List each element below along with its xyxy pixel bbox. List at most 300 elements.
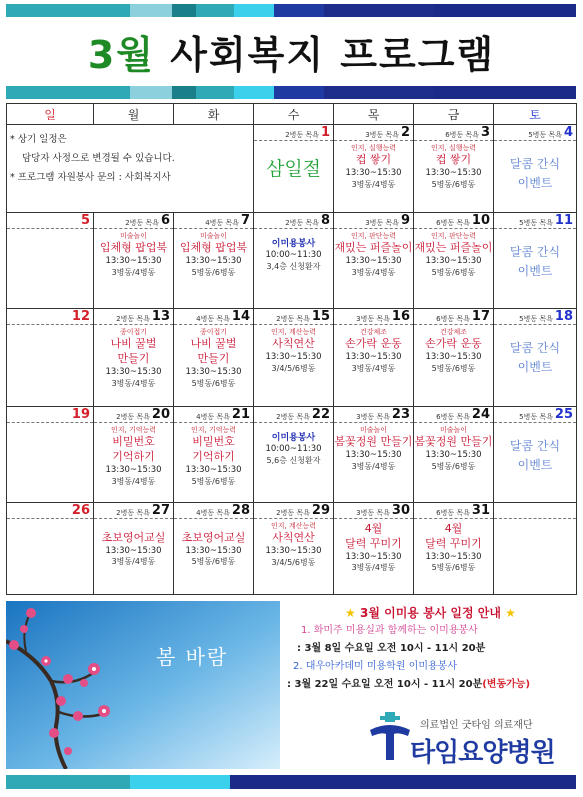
day-number: 7 [240, 213, 250, 228]
program-category: 종이접기 [199, 328, 228, 336]
spring-photo [6, 601, 280, 769]
program-name: 4월 [364, 522, 383, 535]
stripe-segment [130, 86, 172, 99]
program-time: 13:30~15:30 [345, 168, 402, 179]
day-number: 13 [151, 309, 170, 324]
program-category: 미술놀이 [199, 232, 228, 240]
snack-event-label: 달콤 간식 [509, 245, 561, 259]
snack-event-label: 달콤 간식 [509, 439, 561, 453]
program-category: 건강체조 [359, 328, 388, 336]
notice-item-2-time: : 3월 22일 수요일 오전 10시 - 11시 20분 [287, 679, 483, 690]
snack-event-label: 달콤 간식 [509, 341, 561, 355]
day-number: 12 [71, 309, 90, 324]
program-wards: 3병동/4병동 [351, 461, 396, 471]
day-number: 31 [471, 503, 490, 518]
note-line: * 프로그램 자원봉사 문의 : 사회복지사 [10, 172, 171, 183]
day-number: 25 [554, 407, 573, 422]
program-category: 인지, 실행능력 [430, 144, 477, 152]
day-content [334, 141, 413, 191]
notice-item-2-detail [283, 676, 578, 694]
notice-title-text: 3월 이미용 봉사 일정 안내 [360, 606, 501, 620]
bath-schedule-tag: 2병동 목욕 [276, 315, 310, 323]
day-header [334, 407, 413, 423]
program-category: 종이접기 [119, 328, 148, 336]
bath-schedule-tag: 6병동 목욕 [445, 131, 479, 139]
day-number: 22 [311, 407, 330, 422]
bath-schedule-tag: 2병동 목욕 [285, 219, 319, 227]
snack-event-label: 이벤트 [517, 457, 553, 472]
program-wards: 5병동/6병동 [431, 179, 476, 189]
program-time: 13:30~15:30 [265, 546, 322, 557]
day-header [334, 125, 413, 141]
bath-schedule-tag: 5병동 목욕 [519, 315, 553, 323]
bath-schedule-tag: 4병동 목욕 [196, 315, 230, 323]
program-time: 13:30~15:30 [425, 450, 482, 461]
day-cell [254, 503, 334, 595]
day-cell [494, 503, 577, 595]
program-name: 사칙연산 [272, 337, 315, 351]
program-name-line2: 달력 꾸미기 [425, 536, 482, 550]
hospital-name: 타임요양병원 [410, 738, 555, 768]
bath-schedule-tag: 3병동 목욕 [356, 413, 390, 421]
notice-item-2: 2. 대우아카데미 미용학원 이미용봉사 [293, 661, 457, 672]
stripe-segment [434, 86, 576, 99]
top-color-stripe [6, 4, 576, 17]
program-name: 나비 꿀벌 [190, 337, 237, 351]
day-cell [7, 407, 94, 503]
bath-schedule-tag: 6병동 목욕 [436, 315, 470, 323]
day-content [494, 325, 576, 376]
day-header [254, 213, 333, 229]
week-row [7, 309, 577, 407]
day-cell [334, 309, 414, 407]
program-wards: 5병동/6병동 [431, 363, 476, 373]
hospital-logo [368, 712, 412, 766]
day-cell [254, 309, 334, 407]
day-content [334, 229, 413, 279]
day-content [414, 423, 493, 473]
day-cell [494, 309, 577, 407]
program-wards: 3병동/4병동 [351, 267, 396, 277]
note-line: 담당자 사정으로 변경될 수 있습니다. [22, 153, 175, 164]
bath-schedule-tag: 2병동 목욕 [285, 131, 319, 139]
bath-schedule-tag: 3병동 목욕 [356, 509, 390, 517]
day-cell [414, 503, 494, 595]
program-time: 13:30~15:30 [345, 256, 402, 267]
program-name: 컵 쌓기 [355, 153, 392, 167]
notice-item-2-note: (변동가능) [482, 679, 531, 690]
day-content [494, 423, 576, 474]
program-name: 손가락 운동 [425, 337, 482, 351]
program-wards: 5병동/6병동 [191, 476, 236, 486]
weekday-5: 금 [414, 104, 494, 125]
program-wards: 3병동/4병동 [351, 563, 396, 573]
bath-schedule-tag: 4병동 목욕 [205, 219, 239, 227]
notice-item-1: 1. 화미주 미용실과 함께하는 이미용봉사 [301, 625, 478, 636]
day-content [94, 423, 173, 487]
stripe-segment [172, 86, 196, 99]
program-wards: 3병동/4병동 [351, 179, 396, 189]
notice-item-1-detail: : 3월 8일 수요일 오전 10시 - 11시 20분 [297, 643, 486, 654]
program-name: 비밀번호 [112, 435, 155, 449]
note-line: * 상기 일정은 [10, 134, 67, 145]
day-number: 27 [151, 503, 170, 518]
bath-schedule-tag: 2병동 목욕 [116, 413, 150, 421]
bath-schedule-tag: 4병동 목욕 [196, 509, 230, 517]
day-header [94, 503, 173, 519]
day-number: 30 [391, 503, 410, 518]
day-cell [414, 213, 494, 309]
program-time: 13:30~15:30 [185, 367, 242, 378]
bath-schedule-tag: 5병동 목욕 [519, 413, 553, 421]
day-cell [174, 503, 254, 595]
day-content [334, 423, 413, 473]
weekday-header-row [7, 104, 577, 125]
program-time: 13:30~15:30 [105, 256, 162, 267]
day-cell [94, 503, 174, 595]
day-cell [334, 407, 414, 503]
day-header [494, 125, 576, 141]
photo-caption: 봄 바람 [156, 645, 229, 669]
program-wards: 5병동/6병동 [431, 267, 476, 277]
day-number: 9 [400, 213, 410, 228]
day-header [7, 503, 93, 519]
program-time: 13:30~15:30 [105, 465, 162, 476]
day-number: 24 [471, 407, 490, 422]
program-category: 인지, 계산능력 [270, 328, 317, 336]
day-header [94, 407, 173, 423]
day-number: 3 [480, 125, 490, 140]
star-icon: ★ [345, 606, 356, 620]
day-header [414, 213, 493, 229]
day-number: 4 [563, 125, 573, 140]
program-name-line2: 기억하기 [112, 450, 155, 464]
program-name: 재밌는 퍼즐놀이 [334, 241, 413, 255]
day-header [94, 213, 173, 229]
day-header [7, 309, 93, 325]
program-name: 나비 꿀벌 [110, 337, 157, 351]
day-cell [414, 125, 494, 213]
day-cell [7, 503, 94, 595]
mid-color-stripe [6, 86, 576, 99]
stripe-segment [6, 86, 130, 99]
program-category: 인지, 실행능력 [350, 144, 397, 152]
program-wards: 5병동/6병동 [431, 461, 476, 471]
program-wards: 5병동/6병동 [191, 267, 236, 277]
day-cell [94, 213, 174, 309]
bottom-color-stripe [6, 775, 576, 789]
day-number: 14 [231, 309, 250, 324]
bath-schedule-tag: 6병동 목욕 [436, 413, 470, 421]
program-name: 입체형 팝업북 [99, 241, 168, 255]
day-content [7, 423, 93, 426]
day-content [414, 229, 493, 279]
program-name: 비밀번호 [192, 435, 235, 449]
snack-event-label: 이벤트 [517, 359, 553, 374]
day-content [254, 519, 333, 569]
program-time: 13:30~15:30 [425, 168, 482, 179]
day-number: 15 [311, 309, 330, 324]
week-row [7, 503, 577, 595]
day-header [414, 503, 493, 519]
day-content [494, 141, 576, 192]
day-number: 8 [320, 213, 330, 228]
weekday-6: 토 [494, 104, 577, 125]
day-number: 2 [400, 125, 410, 140]
day-number: 23 [391, 407, 410, 422]
program-category: 미술놀이 [119, 232, 148, 240]
day-cell [174, 407, 254, 503]
program-wards: 3병동/4병동 [111, 557, 156, 567]
program-name: 초보영어교실 [101, 531, 166, 544]
day-header [7, 407, 93, 423]
day-number: 17 [471, 309, 490, 324]
day-header [254, 407, 333, 423]
title-month: 3월 [87, 33, 155, 77]
day-number: 19 [71, 407, 90, 422]
day-cell [494, 125, 577, 213]
bath-schedule-tag: 2병동 목욕 [125, 219, 159, 227]
program-wards: 5병동/6병동 [191, 378, 236, 388]
stripe-segment [324, 86, 434, 99]
day-number: 16 [391, 309, 410, 324]
day-header [494, 503, 576, 519]
day-header [174, 309, 253, 325]
program-time: 13:30~15:30 [425, 551, 482, 562]
day-header [94, 309, 173, 325]
program-time: 13:30~15:30 [425, 352, 482, 363]
weekday-1: 월 [94, 104, 174, 125]
bath-schedule-tag: 3병동 목욕 [356, 315, 390, 323]
day-cell [494, 213, 577, 309]
star-icon: ★ [505, 606, 516, 620]
stripe-segment [234, 4, 274, 17]
day-content [254, 423, 333, 466]
day-content [494, 229, 576, 280]
bath-schedule-tag: 6병동 목욕 [436, 509, 470, 517]
beauty-volunteer-label: 이미용봉사 [271, 433, 316, 443]
day-content [334, 519, 413, 574]
day-content [494, 519, 576, 522]
day-header [334, 213, 413, 229]
program-wards: 3병동/4병동 [111, 267, 156, 277]
day-cell [334, 503, 414, 595]
day-cell [254, 407, 334, 503]
stripe-segment [434, 4, 576, 17]
day-number: 10 [471, 213, 490, 228]
program-category: 인지, 판단능력 [430, 232, 477, 240]
bath-schedule-tag: 3병동 목욕 [365, 131, 399, 139]
program-time: 10:00~11:30 [265, 250, 322, 261]
bath-schedule-tag: 3병동 목욕 [365, 219, 399, 227]
day-content [414, 325, 493, 375]
day-number: 18 [554, 309, 573, 324]
day-content [7, 229, 93, 232]
day-cell [334, 213, 414, 309]
program-wards: 5병동/6병동 [191, 557, 236, 567]
program-name-line2: 달력 꾸미기 [345, 536, 402, 550]
day-header [334, 503, 413, 519]
program-name: 4월 [444, 522, 463, 535]
bath-schedule-tag: 2병동 목욕 [276, 509, 310, 517]
page-title [0, 24, 583, 79]
day-content [414, 519, 493, 574]
program-name: 컵 쌓기 [435, 153, 472, 167]
program-wards: 3병동/4병동 [111, 476, 156, 486]
program-time: 13:30~15:30 [185, 256, 242, 267]
day-content [254, 325, 333, 375]
day-cell [414, 407, 494, 503]
day-cell [7, 309, 94, 407]
program-name: 입체형 팝업북 [179, 241, 248, 255]
day-header [254, 503, 333, 519]
stripe-segment [172, 4, 196, 17]
stripe-segment [324, 4, 434, 17]
bath-schedule-tag: 2병동 목욕 [116, 509, 150, 517]
day-header [174, 503, 253, 519]
program-name: 봄꽃정원 만들기 [334, 435, 413, 449]
week-row [7, 213, 577, 309]
program-wards: 5병동/6병동 [431, 563, 476, 573]
week-row [7, 407, 577, 503]
snack-event-label: 이벤트 [517, 263, 553, 278]
program-category: 건강체조 [439, 328, 468, 336]
day-cell [174, 213, 254, 309]
program-time: 13:30~15:30 [185, 465, 242, 476]
program-category: 인지, 기억능력 [190, 426, 237, 434]
hospital-cross-icon [368, 712, 412, 762]
day-content [94, 229, 173, 279]
bath-schedule-tag: 2병동 목욕 [116, 315, 150, 323]
day-header [414, 407, 493, 423]
day-number: 21 [231, 407, 250, 422]
day-number: 11 [554, 213, 573, 228]
day-header [494, 407, 576, 423]
program-name: 손가락 운동 [345, 337, 402, 351]
program-name: 사칙연산 [272, 531, 315, 545]
day-cell [414, 309, 494, 407]
beauty-volunteer-label: 이미용봉사 [271, 239, 316, 249]
stripe-segment [130, 775, 230, 789]
stripe-segment [234, 86, 274, 99]
volunteer-notice [283, 604, 578, 694]
stripe-segment [196, 86, 234, 99]
snack-event-label: 달콤 간식 [509, 157, 561, 171]
program-category: 인지, 계산능력 [270, 522, 317, 530]
weekday-0: 일 [7, 104, 94, 125]
day-number: 20 [151, 407, 170, 422]
program-category: 인지, 판단능력 [350, 232, 397, 240]
day-content [94, 325, 173, 389]
program-time: 13:30~15:30 [345, 551, 402, 562]
program-category: 미술놀이 [439, 426, 468, 434]
program-category: 인지, 기억능력 [110, 426, 157, 434]
program-name-line2: 만들기 [117, 352, 150, 366]
day-cell [94, 407, 174, 503]
program-category: 미술놀이 [359, 426, 388, 434]
calendar-notes [10, 130, 272, 187]
day-number: 6 [160, 213, 170, 228]
stripe-segment [274, 4, 324, 17]
title-text: 사회복지 프로그램 [170, 33, 496, 77]
weekday-4: 목 [334, 104, 414, 125]
plum-blossom-image [6, 601, 280, 769]
holiday-label: 삼일절 [265, 158, 322, 180]
program-name: 재밌는 퍼즐놀이 [414, 241, 493, 255]
program-time: 13:30~15:30 [345, 352, 402, 363]
bath-schedule-tag: 6병동 목욕 [436, 219, 470, 227]
notice-title [283, 604, 578, 622]
day-header [414, 309, 493, 325]
program-name: 초보영어교실 [181, 531, 246, 544]
bath-schedule-tag: 5병동 목욕 [519, 219, 553, 227]
program-wards: 3,4층 신청환자 [266, 261, 321, 271]
program-time: 13:30~15:30 [185, 545, 242, 556]
day-cell [94, 309, 174, 407]
program-name-line2: 기억하기 [192, 450, 235, 464]
day-content [414, 141, 493, 191]
day-cell [334, 125, 414, 213]
program-wards: 5,6층 신청환자 [266, 455, 321, 465]
day-number: 1 [320, 125, 330, 140]
day-header [494, 309, 576, 325]
day-number: 26 [71, 503, 90, 518]
stripe-segment [274, 86, 324, 99]
day-content [334, 325, 413, 375]
day-content [174, 423, 253, 487]
day-cell [494, 407, 577, 503]
bath-schedule-tag: 5병동 목욕 [528, 131, 562, 139]
stripe-segment [196, 4, 234, 17]
program-wards: 3병동/4병동 [111, 378, 156, 388]
day-cell [7, 213, 94, 309]
program-time: 10:00~11:30 [265, 444, 322, 455]
program-time: 13:30~15:30 [265, 352, 322, 363]
program-time: 13:30~15:30 [105, 545, 162, 556]
day-number: 5 [80, 213, 90, 228]
program-wards: 3병동/4병동 [351, 363, 396, 373]
program-time: 13:30~15:30 [345, 450, 402, 461]
day-content [174, 325, 253, 389]
program-time: 13:30~15:30 [105, 367, 162, 378]
day-content [254, 229, 333, 272]
day-header [7, 213, 93, 229]
snack-event-label: 이벤트 [517, 175, 553, 190]
bath-schedule-tag: 2병동 목욕 [276, 413, 310, 421]
program-wards: 3/4/5/6병동 [271, 363, 316, 373]
day-content [174, 519, 253, 568]
day-header [174, 407, 253, 423]
day-content [174, 229, 253, 279]
program-name: 봄꽃정원 만들기 [414, 435, 493, 449]
day-number: 28 [231, 503, 250, 518]
day-cell [174, 309, 254, 407]
day-content [7, 325, 93, 328]
stripe-segment [130, 4, 172, 17]
day-header [254, 309, 333, 325]
stripe-segment [6, 775, 130, 789]
program-wards: 3/4/5/6병동 [271, 557, 316, 567]
program-time: 13:30~15:30 [425, 256, 482, 267]
day-cell [254, 213, 334, 309]
day-header [494, 213, 576, 229]
bath-schedule-tag: 4병동 목욕 [196, 413, 230, 421]
stripe-segment [6, 4, 130, 17]
day-header [334, 309, 413, 325]
stripe-segment [430, 775, 576, 789]
day-header [174, 213, 253, 229]
weekday-2: 화 [174, 104, 254, 125]
